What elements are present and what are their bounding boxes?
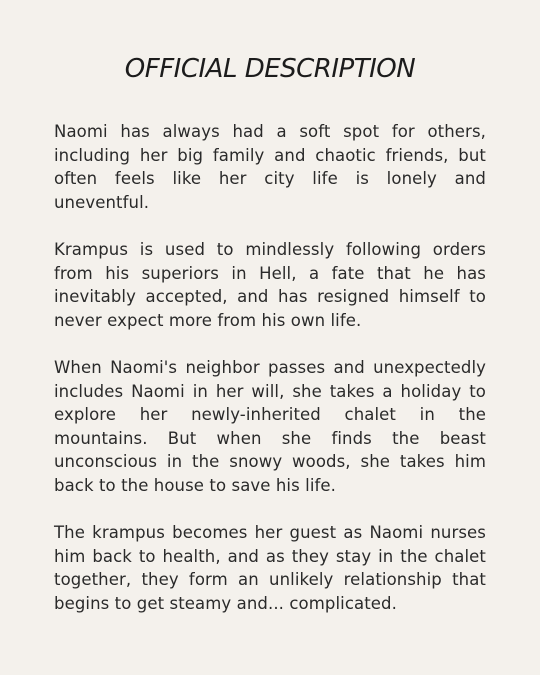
paragraph-krampus: Krampus is used to mindlessly following orders from his superiors in Hell, a fate that he has inevitably accepted, and has resigned himself to never expect more from his own life. xyxy=(54,240,486,330)
page-title: OFFICIAL DESCRIPTION xyxy=(124,54,416,84)
description-body xyxy=(54,120,486,639)
paragraph-relationship: The krampus becomes her guest as Naomi nurses him back to health, and as they stay in the chalet together, they form an unlikely relationship that begins to get steamy and... complicated. xyxy=(54,523,486,613)
paragraph-naomi: Naomi has always had a soft spot for others, including her big family and chaotic friends, but often feels like her city life is lonely and uneventful. xyxy=(54,122,486,212)
paragraph-inheritance: When Naomi's neighbor passes and unexpectedly includes Naomi in her will, she takes a holiday to explore her newly-inherited chalet in the mountains. But when she finds the beast unconscious in the snowy woods, she takes him back to the house to save his life. xyxy=(54,358,486,495)
